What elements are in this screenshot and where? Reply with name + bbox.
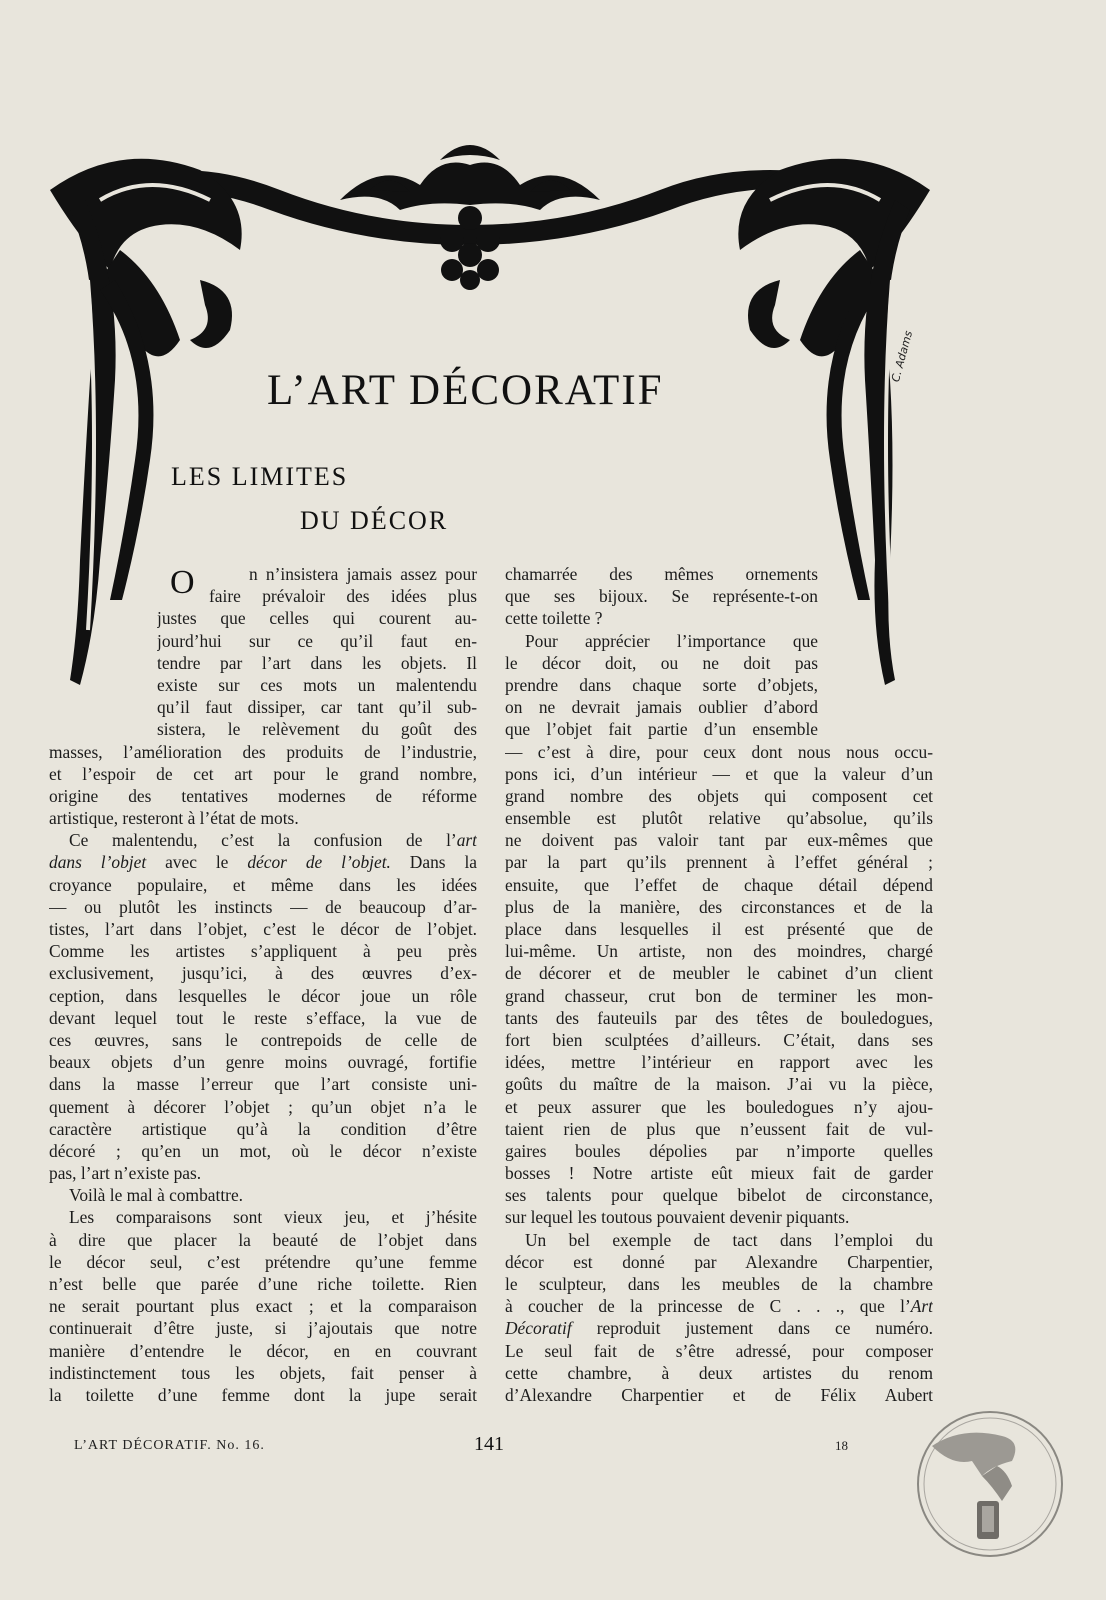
text-line: Pour apprécier l’importance que [525, 630, 818, 651]
italic-emphasis: art [456, 830, 477, 851]
text-line: — ou plutôt les instincts — de beaucoup d’ar- [49, 896, 477, 917]
signature-mark: 18 [835, 1438, 848, 1453]
text-line: à dire que placer la beauté de l’objet dans [49, 1229, 477, 1250]
text-line: sistera, le relèvement du goût des [157, 719, 477, 740]
text-line: cette chambre, à deux artistes du renom [505, 1362, 933, 1383]
footer-journal-issue: L’ART DÉCORATIF. No. 16. [74, 1438, 265, 1453]
text-line: cette toilette ? [505, 608, 603, 629]
text-line: exclusivement, jusqu’ici, à des œuvres d’ex- [49, 963, 477, 984]
text-line: tendre par l’art dans les objets. Il [157, 652, 477, 673]
text-line: que ses bijoux. Se représente-t-on [505, 586, 818, 607]
text-line: pas, l’art n’existe pas. [49, 1163, 202, 1184]
text-line: grand nombre des objets qui composent cet [505, 785, 933, 806]
text-line: — c’est à dire, pour ceux dont nous nous occu- [505, 741, 933, 762]
text-line: on ne devrait jamais oublier d’abord [505, 697, 818, 718]
text-line: et peux assurer que les bouledogues n’y ajou- [505, 1096, 933, 1117]
text-line: grand chasseur, crut bon de terminer les mon- [505, 985, 933, 1006]
text-line: croyance populaire, et même dans les idées [49, 874, 477, 895]
text-line: lui-même. Un artiste, non des moindres, chargé [505, 941, 933, 962]
text-line: décoré ; qu’en un mot, où le décor n’existe [49, 1140, 477, 1161]
italic-emphasis: dans l’objet [49, 852, 147, 873]
text-line: beaux objets d’un genre moins ouvragé, fortifie [49, 1052, 477, 1073]
text-line: le décor seul, c’est prétendre qu’une femme [49, 1251, 477, 1272]
text-line: taient rien de plus que n’eussent fait de vul- [505, 1118, 933, 1139]
text-line: jourd’hui sur ce qu’il faut en- [157, 630, 477, 651]
text-line: devant lequel tout le reste s’efface, la vue de [49, 1007, 477, 1028]
text-line: qu’il faut dissiper, car tant qu’il sub- [157, 697, 477, 718]
text-line: n’est belle que parée d’une riche toilette. Rien [49, 1274, 477, 1294]
article-column-left [49, 563, 477, 1406]
text-line: ces œuvres, sans le contrepoids de celle de [49, 1029, 477, 1050]
text-line: justes que celles qui courent au- [157, 608, 477, 629]
text-line: dans l’objet avec le décor de l’objet. Dans la [49, 852, 477, 873]
text-line: existe sur ces mots un malentendu [157, 674, 477, 695]
text-line: place dans lesquelles il est présenté que de [505, 919, 933, 939]
text-line: dans la masse l’erreur que l’art consiste uni- [49, 1074, 477, 1095]
text-line: sur lequel les toutous pouvaient devenir piquants. [505, 1207, 850, 1228]
italic-emphasis: décor de l’objet. [247, 852, 391, 873]
library-stamp-icon [912, 1406, 1068, 1562]
text-line: Voilà le mal à combattre. [69, 1185, 244, 1206]
text-line: par la part qu’ils prennent à l’effet général ; [505, 852, 933, 873]
text-line: quement à décorer l’objet ; qu’un objet n’a le [49, 1096, 477, 1117]
text-line: bosses ! Notre artiste eût mieux fait de garder [505, 1163, 933, 1184]
page-number: 141 [474, 1433, 504, 1455]
text-line: Décoratif reproduit justement dans ce numéro. [505, 1318, 933, 1339]
subtitle-line-2: DU DÉCOR [300, 506, 449, 535]
text-line: la toilette d’une femme dont la jupe serait [49, 1384, 477, 1405]
text-line: faire prévaloir des idées plus [209, 586, 477, 607]
italic-emphasis: Décoratif [505, 1318, 572, 1339]
text-line: Le seul fait de s’être adressé, pour composer [505, 1340, 933, 1361]
text-line: tants des fauteuils par des têtes de bouledogues, [505, 1007, 933, 1028]
text-line: le sculpteur, dans les meubles de la chambre [505, 1274, 933, 1294]
text-line: Un bel exemple de tact dans l’emploi du [525, 1229, 933, 1250]
text-line: fort bien sculptées d’ailleurs. C’était, dans ses [505, 1029, 933, 1050]
italic-emphasis: Art [910, 1296, 933, 1317]
text-line: idées, mettre l’intérieur en rapport avec les [505, 1052, 933, 1073]
text-line: goûts du maître de la maison. J’ai vu la pièce, [505, 1074, 933, 1095]
text-line: plus de la manière, des circonstances et de la [505, 896, 933, 917]
text-line: que l’objet fait partie d’un ensemble [505, 719, 818, 740]
text-line: pons ici, d’un intérieur — et que la valeur d’un [505, 763, 933, 784]
text-line: manière d’entendre le décor, en en couvrant [49, 1340, 477, 1361]
text-line: Ce malentendu, c’est la confusion de l’art [69, 830, 477, 851]
text-line: artistique, resteront à l’état de mots. [49, 808, 299, 829]
text-line: caractère artistique qu’à la condition d’être [49, 1118, 477, 1139]
text-line: Comme les artistes s’appliquent à peu près [49, 941, 477, 962]
text-line: ensemble est plutôt relative qu’absolue, qu’ils [505, 808, 933, 829]
text-line: Les comparaisons sont vieux jeu, et j’hésite [69, 1207, 477, 1228]
text-line: origine des tentatives modernes de réforme [49, 785, 477, 806]
text-line: masses, l’amélioration des produits de l’industrie, [49, 741, 477, 762]
text-line: de décorer et de meubler le cabinet d’un client [505, 963, 933, 984]
text-line: ne serait pourtant plus exact ; et la comparaison [49, 1296, 477, 1317]
text-line: ception, dans lesquelles le décor joue un rôle [49, 985, 477, 1006]
text-line: indistinctement tous les objets, fait penser à [49, 1362, 477, 1383]
text-line: chamarrée des mêmes ornements [505, 564, 818, 584]
article-column-right [505, 563, 933, 1406]
subtitle-line-1: LES LIMITES [171, 462, 349, 491]
text-line: d’Alexandre Charpentier et de Félix Aubert [505, 1384, 933, 1405]
text-line: prendre dans chaque sorte d’objets, [505, 674, 818, 695]
text-line: décor est donné par Alexandre Charpentier, [505, 1251, 933, 1272]
text-line: et l’espoir de cet art pour le grand nombre, [49, 763, 477, 784]
text-line: ses talents pour quelque bibelot de circonstance, [505, 1185, 933, 1206]
text-line: gaires boules dépolies par n’importe quelles [505, 1140, 933, 1161]
drop-cap: O [170, 564, 195, 601]
text-line: n n’insistera jamais assez pour [249, 564, 477, 584]
text-line: ensuite, que l’effet de chaque détail dépend [505, 874, 933, 895]
text-line: à coucher de la princesse de C . . ., que l’Art [505, 1296, 933, 1317]
text-line: tistes, l’art dans l’objet, c’est le décor de l’objet. [49, 919, 477, 939]
text-line: le décor doit, ou ne doit pas [505, 652, 818, 673]
text-line: ne doivent pas valoir tant par eux-mêmes que [505, 830, 933, 851]
text-line: continuerait d’être juste, si j’ajoutais que notre [49, 1318, 477, 1339]
artist-signature: C. Adams [889, 329, 916, 384]
page-title: L’ART DÉCORATIF [267, 367, 664, 414]
